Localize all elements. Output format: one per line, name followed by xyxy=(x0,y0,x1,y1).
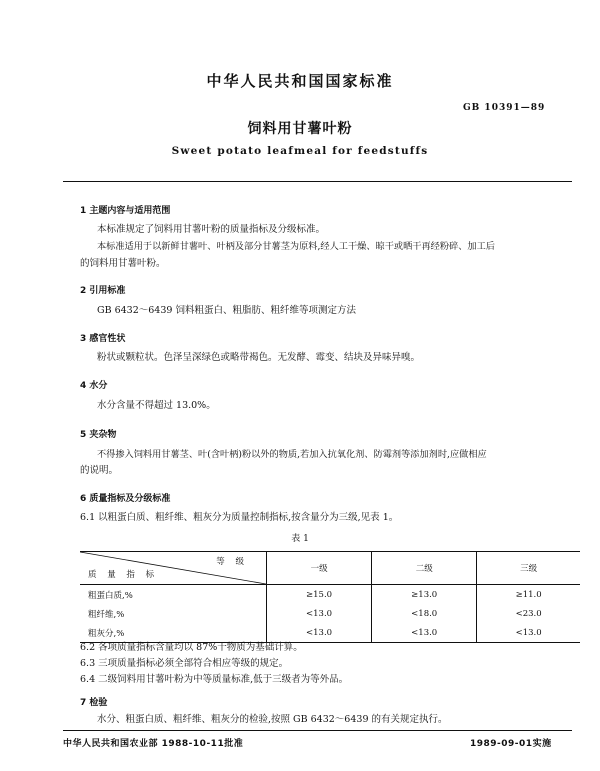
section-7-para-1: 水分、粗蛋白质、粗纤维、粗灰分的检验,按照 GB 6432～6439 的有关规定执行。 xyxy=(97,714,448,725)
national-standard-title: 中华人民共和国国家标准 xyxy=(206,72,394,90)
standard-code: GB 10391—89 xyxy=(463,103,546,113)
approval-info: 中华人民共和国农业部 1988-10-11批准 xyxy=(63,739,244,749)
cell-value: <13.0 xyxy=(267,604,372,623)
clause-6-3: 6.3 三项质量指标必须全部符合相应等级的规定。 xyxy=(80,658,289,669)
cell-value: <13.0 xyxy=(372,623,477,643)
document-title-cn: 饲料用甘薯叶粉 xyxy=(247,121,353,137)
row-label: 粗蛋白质,% xyxy=(80,585,267,605)
table-row xyxy=(80,623,580,643)
clause-6-4: 6.4 二级饲料用甘薯叶粉为中等质量标准,低于三级者为等外品。 xyxy=(80,674,349,685)
header-index-label: 质 量 指 标 xyxy=(88,570,159,580)
cell-value: ≥13.0 xyxy=(372,585,477,605)
cell-value: <18.0 xyxy=(372,604,477,623)
row-label: 粗灰分,% xyxy=(80,623,267,643)
table-row xyxy=(80,585,580,605)
table-header-row xyxy=(80,552,580,585)
section-1-para-1: 本标准规定了饲料用甘薯叶粉的质量指标及分级标准。 xyxy=(97,224,326,235)
cell-value: <13.0 xyxy=(267,623,372,643)
section-2-para-1: GB 6432～6439 饲料粗蛋白、粗脂肪、粗纤维等项测定方法 xyxy=(97,305,356,316)
effective-date: 1989-09-01实施 xyxy=(470,739,552,749)
table-caption: 表 1 xyxy=(291,534,309,544)
section-3-heading: 3 感官性状 xyxy=(80,334,126,344)
section-3-para-1: 粉状或颗粒状。色泽呈深绿色或略带褐色。无发酵、霉变、结块及异味异嗅。 xyxy=(97,352,421,363)
section-4-heading: 4 水分 xyxy=(80,381,108,391)
table-diagonal-header xyxy=(80,552,267,585)
section-5-para-1-cont: 的说明。 xyxy=(80,465,119,476)
quality-grade-table xyxy=(80,551,580,643)
cell-value: <13.0 xyxy=(477,623,580,643)
cell-value: <23.0 xyxy=(515,608,542,619)
section-5-para-1: 不得掺入饲料用甘薯茎、叶(含叶柄)粉以外的物质,若加入抗氧化剂、防霉剂等添加剂时,应做相应 xyxy=(97,449,487,460)
grade-1-header: 一级 xyxy=(267,552,372,585)
section-1-para-2: 本标准适用于以新鲜甘薯叶、叶柄及部分甘薯茎为原料,经人工干燥、晾干或晒干再经粉碎、加工后 xyxy=(97,241,495,252)
footer-divider xyxy=(63,730,572,731)
section-5-heading: 5 夹杂物 xyxy=(80,430,117,440)
header-divider xyxy=(63,181,572,182)
header-grade-label: 等 级 xyxy=(216,557,248,567)
section-4-para-1: 水分含量不得超过 13.0%。 xyxy=(97,400,216,411)
section-1-para-2-cont: 的饲料用甘薯叶粉。 xyxy=(80,258,166,269)
table-row xyxy=(80,604,580,623)
grade-2-header: 二级 xyxy=(372,552,477,585)
section-7-heading: 7 检验 xyxy=(80,698,108,708)
section-2-heading: 2 引用标准 xyxy=(80,286,126,296)
cell-value: ≥15.0 xyxy=(267,585,372,605)
clause-6-1: 6.1 以粗蛋白质、粗纤维、粗灰分为质量控制指标,按含量分为三级,见表 1。 xyxy=(80,512,399,523)
document-title-en: Sweet potato leafmeal for feedstuffs xyxy=(171,145,429,157)
cell-value: ≥11.0 xyxy=(515,589,542,600)
section-6-heading: 6 质量指标及分级标准 xyxy=(80,494,171,504)
clause-6-2: 6.2 各项质量指标含量均以 87%干物质为基础计算。 xyxy=(80,642,303,653)
grade-3-header: 三级 xyxy=(477,552,580,585)
row-label: 粗纤维,% xyxy=(80,604,267,623)
section-1-heading: 1 主题内容与适用范围 xyxy=(80,206,171,216)
